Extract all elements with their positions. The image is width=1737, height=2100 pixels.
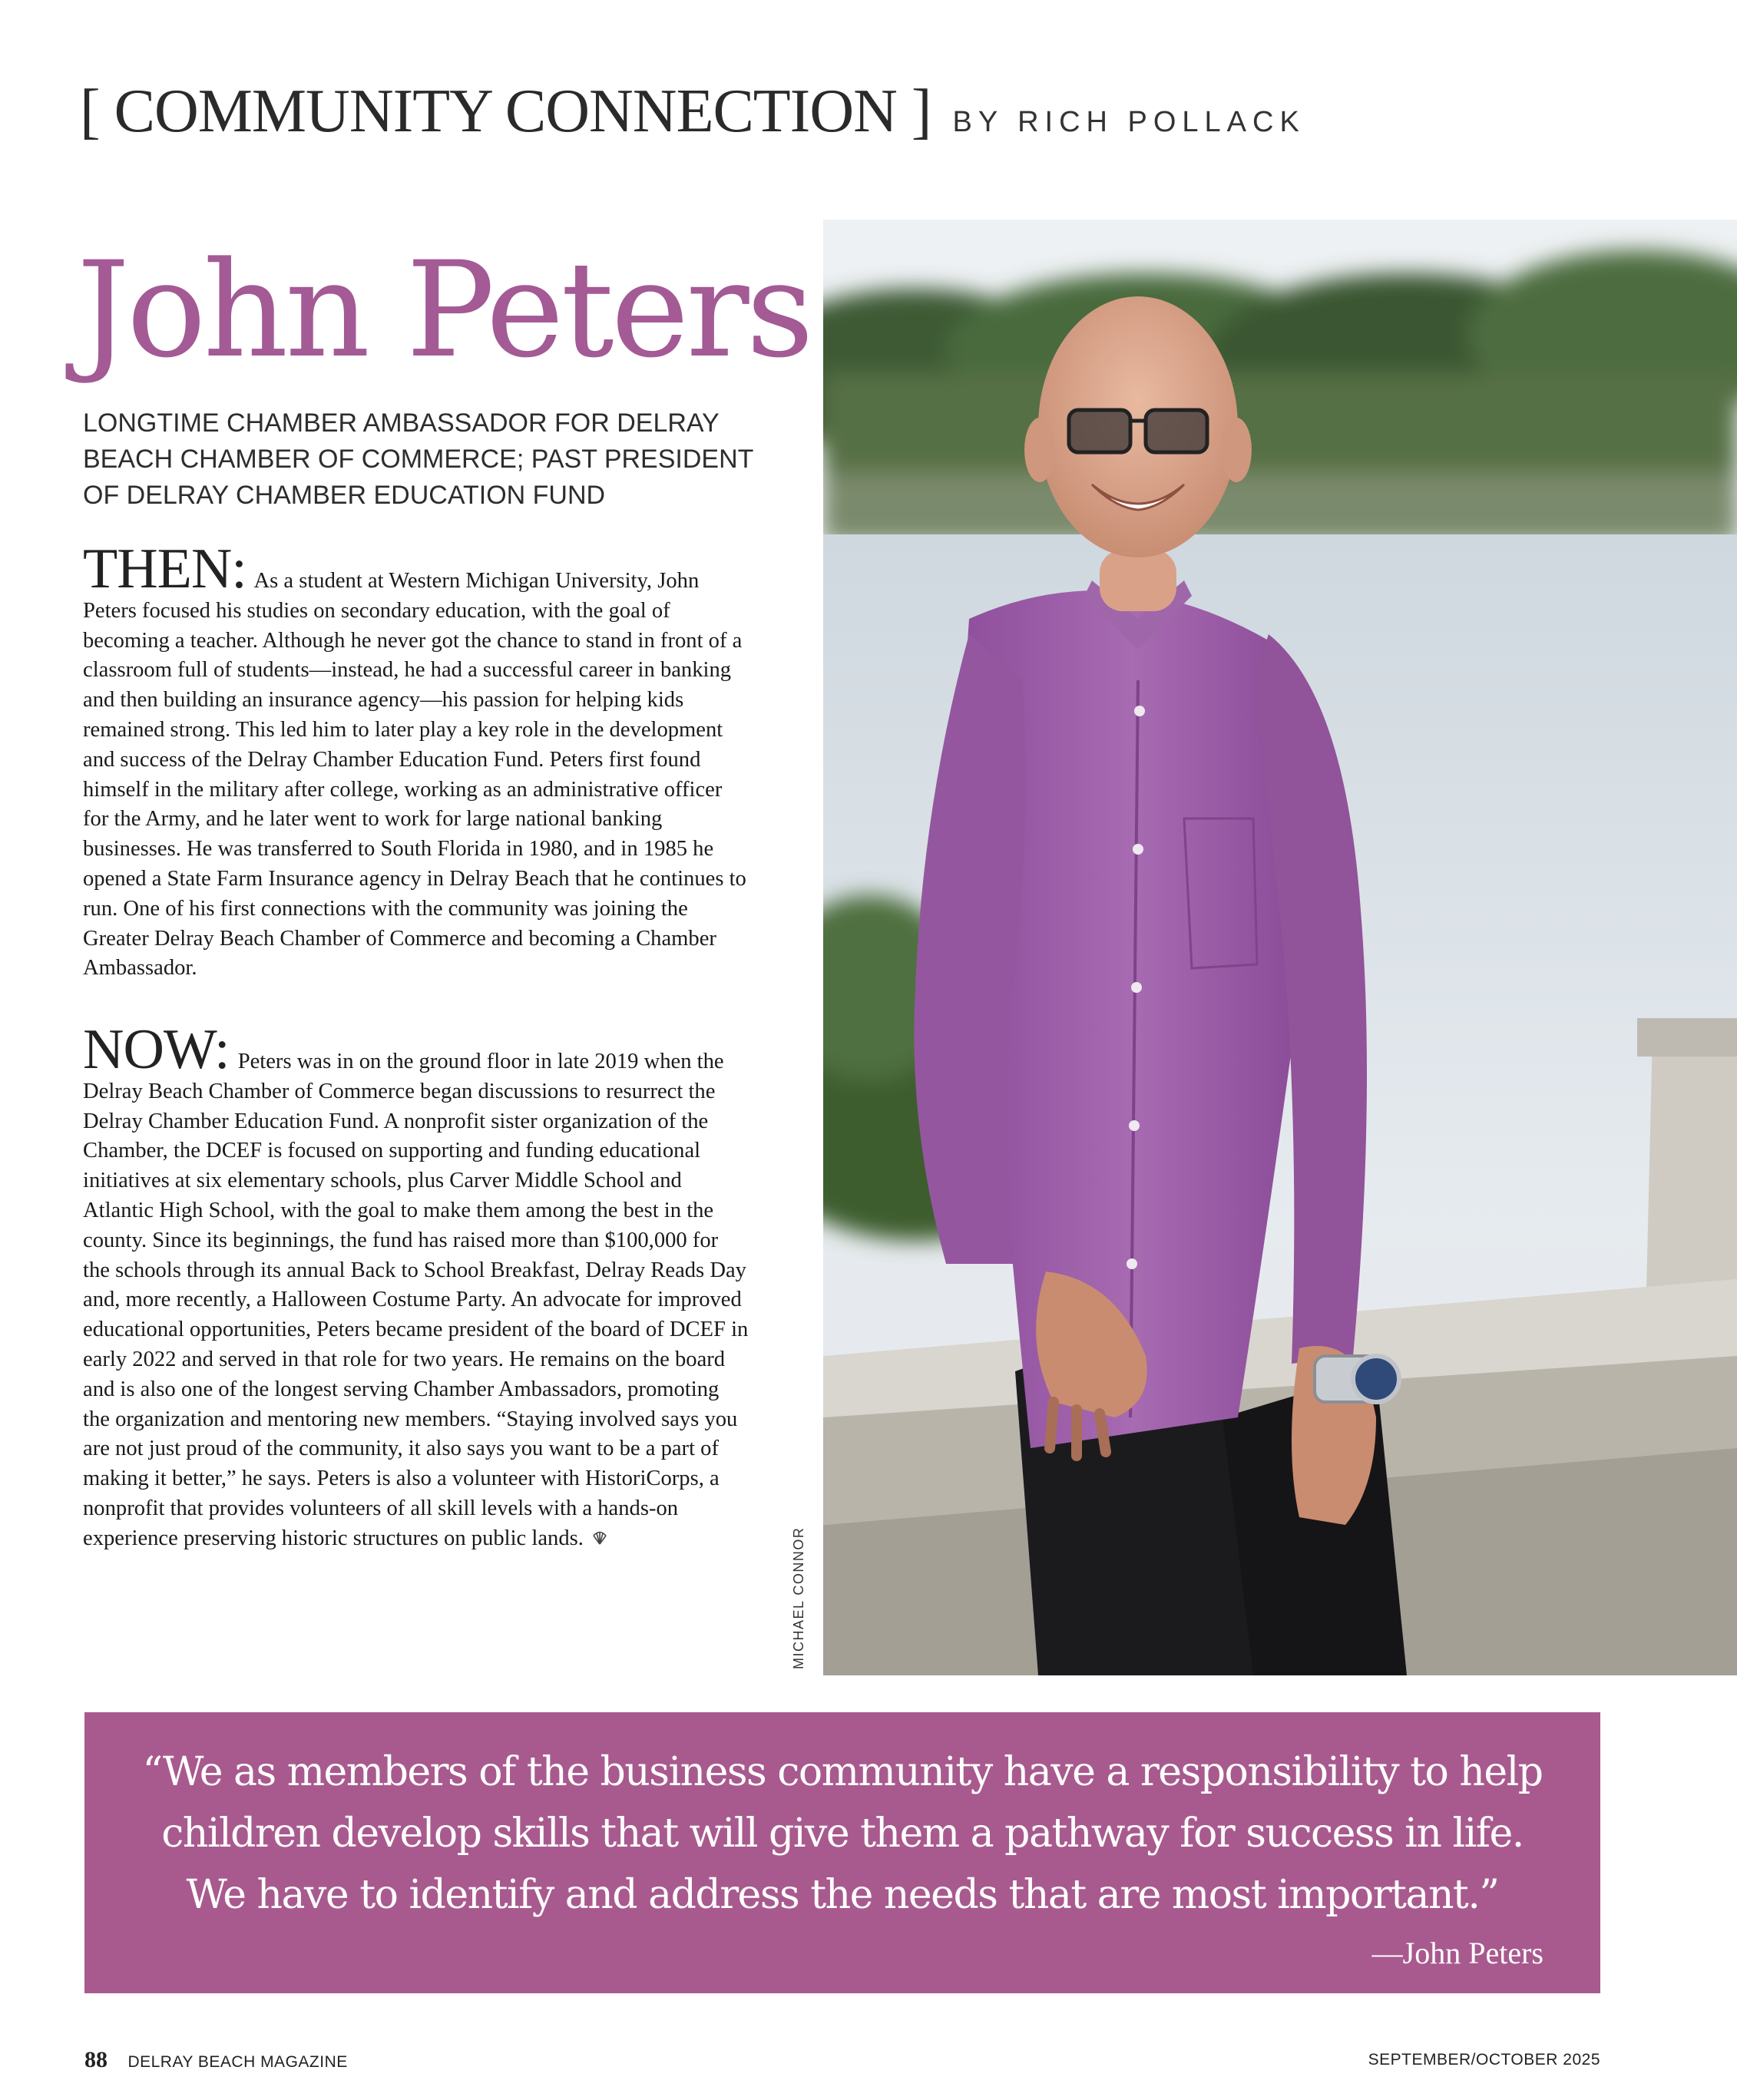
pull-quote [84,1712,1600,1993]
section-title: [ COMMUNITY CONNECTION ] [80,78,931,145]
pull-quote-attribution: —John Peters [1371,1936,1543,1970]
pull-quote-text: “We as members of the business community have a responsibility to help children develop skills that will give them a pathway for success in life. We have to identify and address the needs that are most important.” [142,1749,1543,1918]
footer-left [84,2047,348,2073]
then-lead: THEN: [83,537,246,600]
byline: BY RICH POLLACK [952,106,1305,138]
then-text: As a student at Western Michigan University, John Peters focused his studies on secondary education, with the goal of becoming a teacher. Although he never got the chance to stand in front of a classroom full of students—instead, he had a successful career in banking and then building an insurance agency—his passion for helping kids remained strong. This led him to later play a key role in the development and success of the Delray Chamber Education Fund. Peters first found himself in the military after college, working as an administrative officer for the Army, and he later went to work for large national banking businesses. He was transferred to South Florida in 1980, and in 1985 he opened a State Farm Insurance agency in Delray Beach that he continues to run. One of his first connections with the community was joining the Greater Delray Beach Chamber of Commerce and becoming a Chamber Ambassador. [83,569,746,981]
then-paragraph [83,537,749,984]
profile-name: John Peters [77,233,811,387]
portrait-photo [823,220,1737,1675]
now-section [83,1018,749,1554]
profile-subtitle: LONGTIME CHAMBER AMBASSADOR FOR DELRAY BEACH CHAMBER OF COMMERCE; PAST PRESIDENT OF DELRAY CHAMBER EDUCATION FUND [83,408,753,510]
portrait-illustration [823,220,1737,1675]
magazine-name: DELRAY BEACH MAGAZINE [127,2053,348,2071]
now-paragraph [83,1018,749,1554]
page-number: 88 [84,2047,108,2072]
issue-date: SEPTEMBER/OCTOBER 2025 [1368,2051,1600,2069]
now-text: Peters was in on the ground floor in late 2019 when the Delray Beach Chamber of Commerce began discussions to resurrect the Delray Chamber Education Fund. A nonprofit sister organization of the Chamber, the DCEF is focused on supporting and funding educational initiatives at six elementary schools, plus Carver Middle School and Atlantic High School, with the goal to make them among the best in the county. Since its beginnings, the fund has raised more than $100,000 for the schools through its annual Back to School Breakfast, Delray Reads Day and, more recently, a Halloween Costume Party. An advocate for improved educational opportunities, Peters became president of the board of DCEF in early 2022 and served in that role for two years. He remains on the board and is also one of the longest serving Chamber Ambassadors, promoting the organization and mentoring new members. “Staying involved says you are not just proud of the community, it also says you want to be a part of making it better,” he says. Peters is also a volunteer with HistoriCorps, a nonprofit that provides volunteers of all skill levels with a hands-on experience preserving historic structures on public lands. [83,1050,749,1550]
shell-end-mark-icon [591,1530,608,1546]
then-section [83,537,749,984]
now-lead: NOW: [83,1018,230,1081]
photo-credit: MICHAEL CONNOR [791,1526,806,1669]
section-header [80,77,1305,147]
